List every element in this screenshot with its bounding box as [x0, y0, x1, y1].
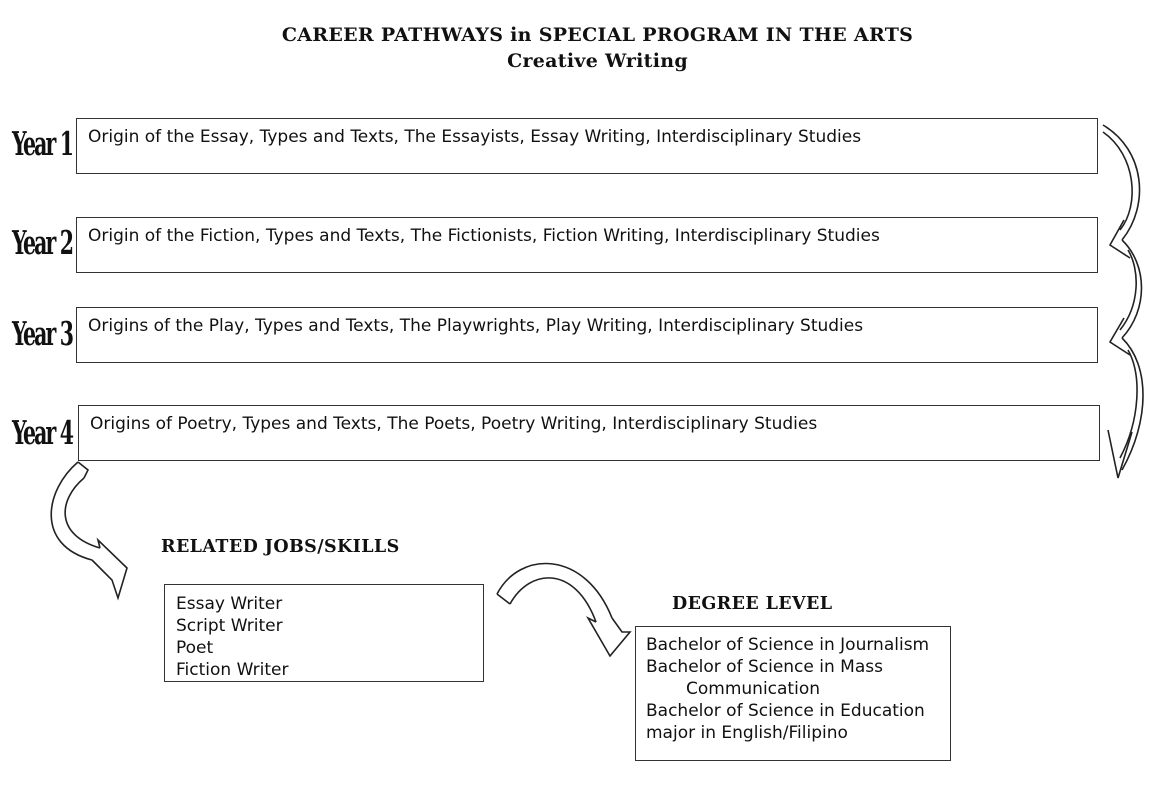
- related-jobs-heading: RELATED JOBS/SKILLS: [161, 537, 400, 557]
- degree-line: major in English/Filipino: [646, 723, 848, 743]
- page-subtitle: Creative Writing: [507, 50, 688, 72]
- year-2-box: Origin of the Fiction, Types and Texts, The Fictionists, Fiction Writing, Interdisciplinary Studies: [76, 217, 1098, 273]
- year-3-box: Origins of the Play, Types and Texts, The Playwrights, Play Writing, Interdisciplinary Studies: [76, 307, 1098, 363]
- job-item: Poet: [176, 638, 214, 658]
- curved-arrow-year1-to-year2: [1103, 125, 1140, 258]
- job-item: Fiction Writer: [176, 660, 289, 680]
- curved-arrow-jobs-to-degree: [497, 564, 630, 656]
- page-title: CAREER PATHWAYS in SPECIAL PROGRAM IN THE ARTS: [281, 24, 914, 46]
- year-3-label: Year 3: [12, 314, 73, 353]
- job-item: Script Writer: [176, 616, 283, 636]
- degree-line: Bachelor of Science in Journalism: [646, 635, 930, 655]
- curved-arrow-year2-to-year3: [1110, 240, 1142, 355]
- year-4-label: Year 4: [12, 413, 73, 452]
- degree-line: Bachelor of Science in Education: [646, 701, 925, 721]
- job-item: Essay Writer: [176, 594, 283, 614]
- degree-line: Communication: [686, 679, 820, 699]
- year-4-box: Origins of Poetry, Types and Texts, The Poets, Poetry Writing, Interdisciplinary Studies: [78, 405, 1100, 461]
- year-1-label: Year 1: [12, 124, 73, 163]
- year-1-box: Origin of the Essay, Types and Texts, The Essayists, Essay Writing, Interdisciplinary Studies: [76, 118, 1098, 174]
- degree-line: Bachelor of Science in Mass: [646, 657, 883, 677]
- curved-arrow-year3-to-year4: [1108, 338, 1143, 478]
- degree-level-heading: DEGREE LEVEL: [672, 594, 833, 614]
- curved-arrow-year4-to-jobs: [51, 462, 127, 598]
- year-2-label: Year 2: [12, 223, 73, 262]
